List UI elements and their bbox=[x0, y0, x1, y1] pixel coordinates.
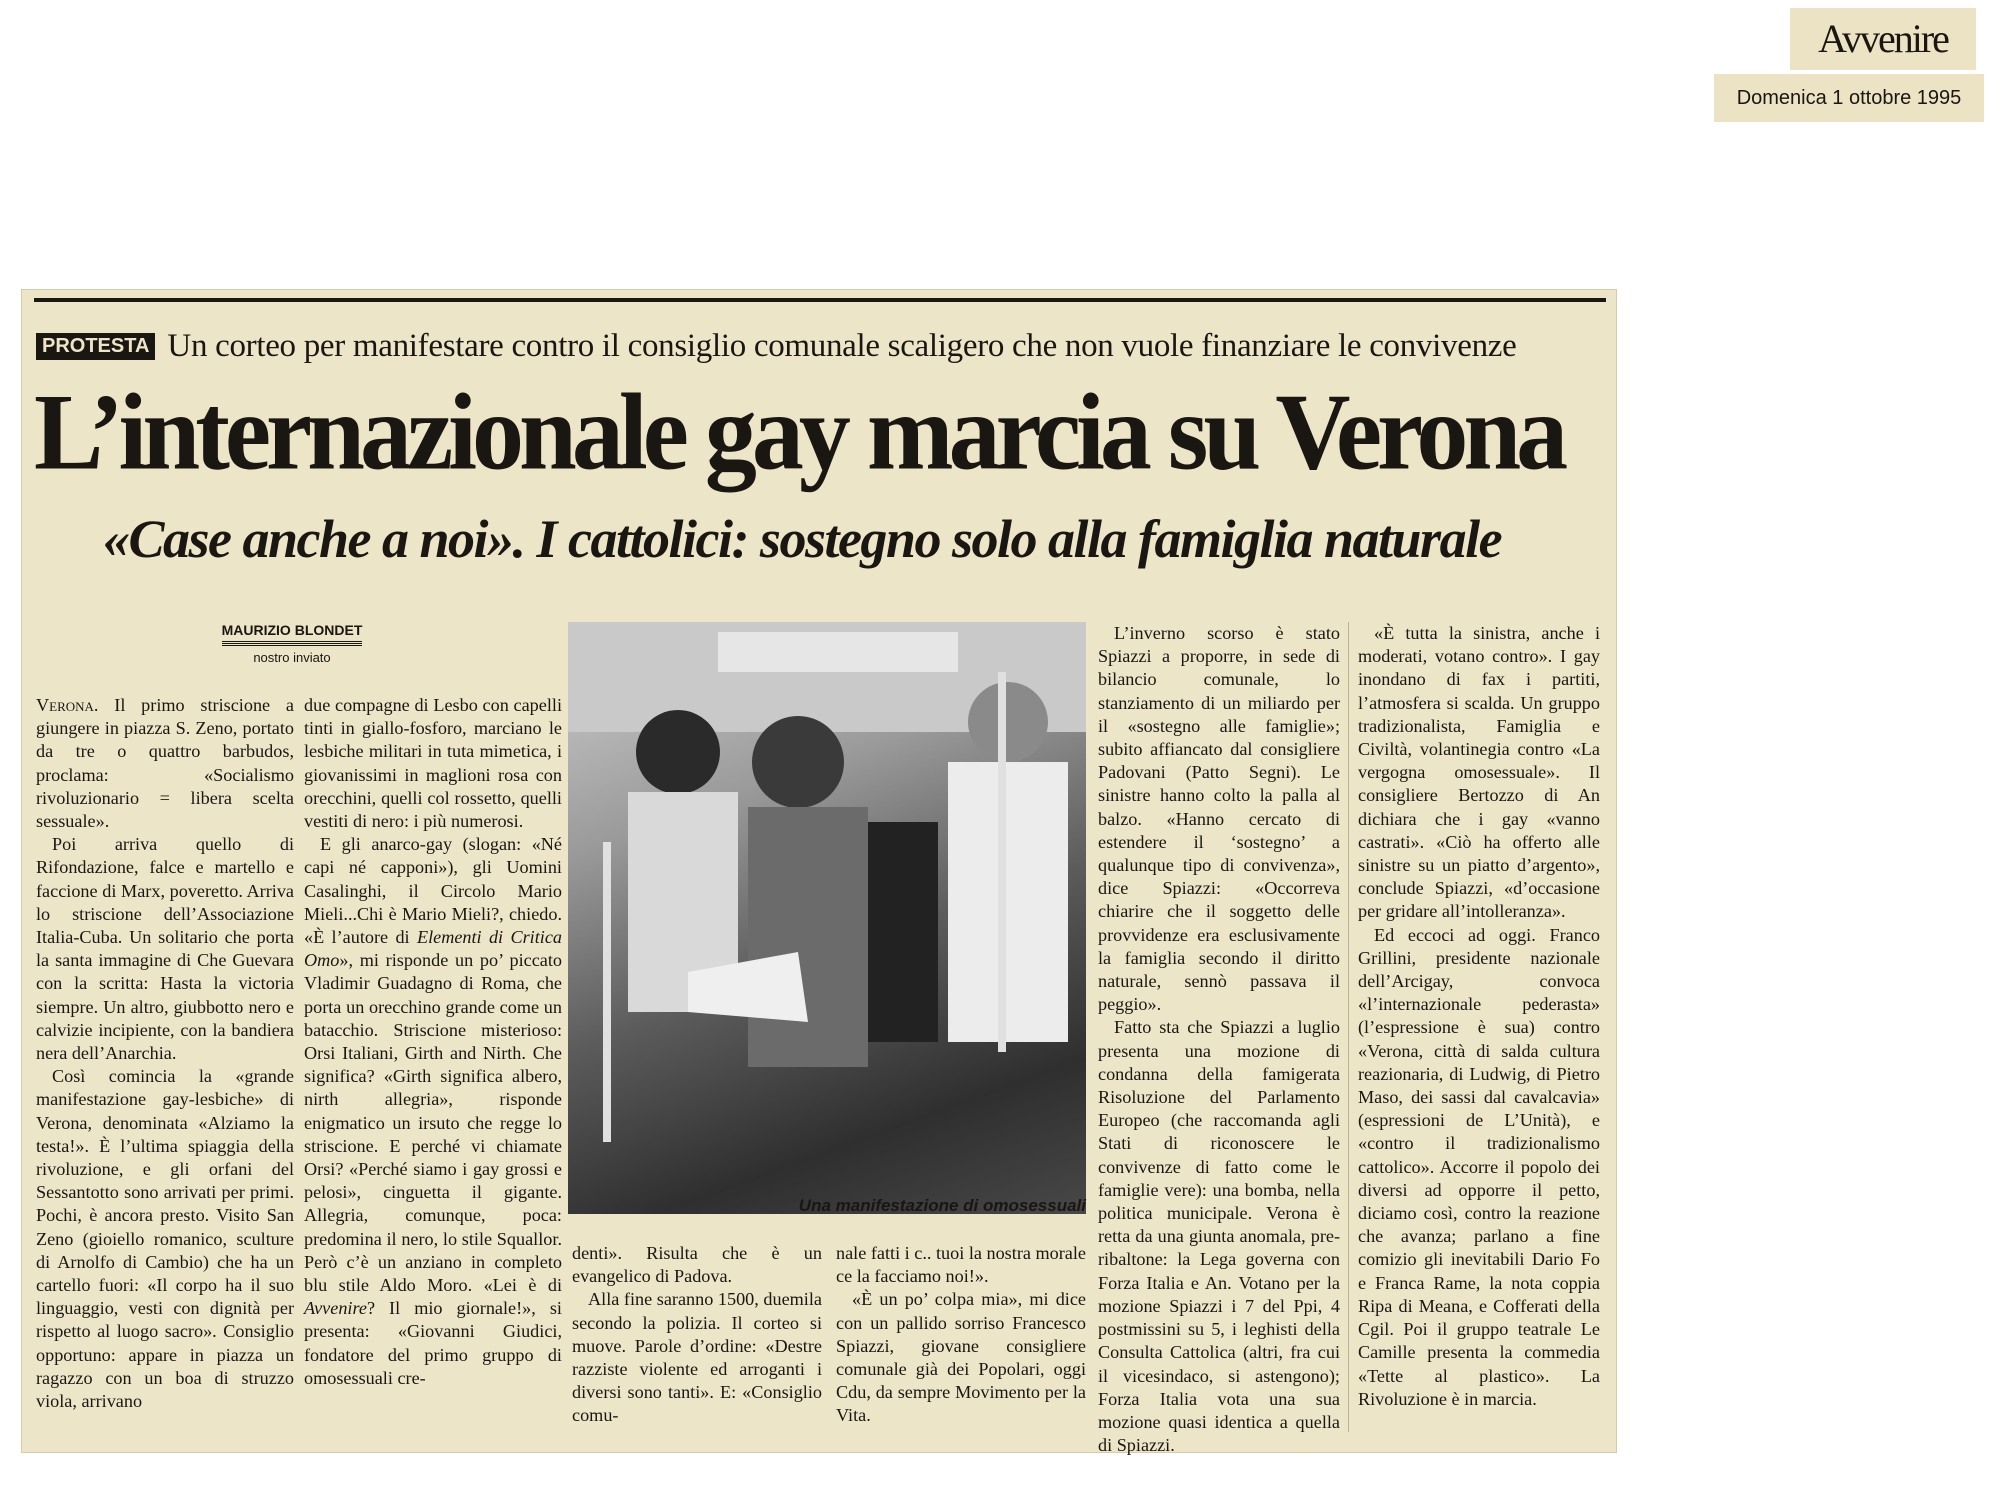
paragraph: L’inverno scorso è stato Spiazzi a proporre, in sede di bilancio comunale, lo stanziamento di un miliardo per il «sostegno alle famiglie»; subito affiancato dal consigliere Padovani (Patto Segni). Le sinistre hanno colto la palla al balzo. «Hanno cercato di estendere il ‘sostegno’ a qualunque tipo di convivenza», dice Spiazzi: «Occorreva chiarire che il soggetto delle provvidenze era esclusivamente la famiglia secondo il diritto naturale, sennò passava il peggio». bbox=[1098, 623, 1340, 1015]
paragraph bbox=[304, 833, 562, 1390]
paragraph: denti». Risulta che è un evangelico di Padova. bbox=[572, 1243, 822, 1287]
paragraph: Poi arriva quello di Rifondazione, falce e martello e faccione di Marx, poveretto. Arriva lo striscione dell’Associazione Italia-Cuba. Un solitario che porta la santa immagine di Che Guevara con la scritta: Hasta la victoria siempre. Un altro, giubbotto nero e calvizie incipiente, con la bandiera nera dell’Anarchia. bbox=[36, 834, 294, 1064]
newspaper-logo: Avvenire bbox=[1790, 8, 1976, 70]
masthead bbox=[1712, 8, 1984, 120]
top-rule bbox=[34, 298, 1606, 302]
paragraph: Alla fine saranno 1500, duemila secondo la polizia. Il corteo si muove. Parole d’ordine: «Destre razziste violente ed arroganti i diversi sono tanti». E: «Consiglio comu- bbox=[572, 1289, 822, 1426]
photo-illustration bbox=[568, 622, 1086, 1214]
article-column-1 bbox=[36, 694, 294, 1413]
paragraph: Così comincia la «grande manifestazione gay-lesbiche» di Verona, denominata «Alziamo la testa!». È l’ultima spiaggia della rivoluzione, e gli orfani del Sessantotto sono arrivati per primi. Pochi, è ancora presto. Visito San Zeno (gioiello romanico, sculture di Arnolfo di Cambio) che ha un cartello fuori: «Il corpo ha il suo linguaggio, vesti con dignità per rispetto al luogo sacro». Consiglio opportuno: appare in piazza un ragazzo con un boa di struzzo viola, arrivano bbox=[36, 1066, 294, 1412]
headline: L’internazionale gay marcia su Verona bbox=[34, 372, 1564, 493]
byline bbox=[22, 622, 562, 665]
paragraph-text: », mi risponde un po’ piccato Vladimir Guadagno di Roma, che porta un orecchino grande come un batacchio. Striscione misterioso: Orsi Italiani, Girth and Nirth. Che significa? «Girth significa albero, nirth allegria», risponde enigmatico un irsuto che regge lo striscione. E perché vi chiamate Orsi? «Perché siamo i gay grossi e pelosi», cinguetta il gigante. Allegria, comunque, poca: predomina il nero, lo stile Squallor. Però c’è un anziano in completo blu stile Aldo Moro. «Lei è di bbox=[304, 950, 562, 1296]
paragraph bbox=[36, 694, 294, 833]
kicker bbox=[36, 328, 1596, 368]
kicker-tag: PROTESTA bbox=[36, 333, 155, 360]
article-photo bbox=[568, 622, 1086, 1214]
paragraph-text: E gli anarco-gay (slogan: «Né capi né capponi»), gli Uomini Casalinghi, il Circolo Mario Mieli...Chi è Mario Mieli?, chiedo. «È l’autore di bbox=[304, 834, 562, 948]
dateline: Verona. bbox=[36, 695, 99, 715]
author-name: MAURIZIO BLONDET bbox=[221, 622, 363, 638]
paragraph-text: Il primo striscione a giungere in piazza S. Zeno, portato da tre o quattro barbudos, proclama: «Socialismo rivoluzionario = libera scelta sessuale». bbox=[36, 695, 294, 832]
subheadline: «Case anche a noi». I cattolici: sostegno solo alla famiglia naturale bbox=[102, 509, 1502, 569]
paragraph: Fatto sta che Spiazzi a luglio presenta una mozione di condanna della famigerata Risoluzione del Parlamento Europeo (che raccomanda agli Stati di riconoscere le convivenze di fatto come le famiglie vere): una bomba, nella politica municipale. Verona è retta da una giunta anomala, pre-ribaltone: la Lega governa con Forza Italia e An. Votano per la mozione Spiazzi i 7 del Ppi, 4 postmissini su 5, i leghisti della Consulta Cattolica (altri, fra cui il vicesindaco, si astengono); Forza Italia vota una sua mozione quasi identica a quella di Spiazzi. bbox=[1098, 1017, 1340, 1456]
byline-rule bbox=[222, 641, 362, 646]
column-divider bbox=[1348, 622, 1349, 1432]
article-column-3 bbox=[572, 1242, 822, 1428]
newspaper-name: Avvenire bbox=[304, 1298, 367, 1319]
paragraph: nale fatti i c.. tuoi la nostra morale ce la facciamo noi!». bbox=[836, 1243, 1086, 1287]
paragraph: Ed eccoci ad oggi. Franco Grillini, presidente nazionale dell’Arcigay, convoca «l’internazionale pederasta» (l’espressione è sua) contro «Verona, città di salda cultura reazionaria, di Ludwig, di Pietro Maso, dei sassi dal cavalcavia» (espressioni de L’Unità), e «contro il tradizionalismo cattolico». Accorre il popolo dei diversi ad opporre il petto, diciamo così, contro la reazione che avanza; parlano a fine comizio gli inevitabili Dario Fo e Franca Rame, la nota coppia Ripa di Meana, e Cofferati della Cgil. Poi il gruppo teatrale Le Camille presenta la commedia «Tette al plastico». La Rivoluzione è in marcia. bbox=[1358, 924, 1600, 1409]
newspaper-clipping bbox=[22, 290, 1616, 1456]
kicker-text: Un corteo per manifestare contro il consiglio comunale scaligero che non vuole finanziare le convivenze bbox=[167, 328, 1517, 364]
paragraph-text: ? Il mio giornale!», si presenta: «Giovanni Giudici, fondatore del primo gruppo di omosessuali cre- bbox=[304, 1298, 562, 1388]
paragraph: «È un po’ colpa mia», mi dice con un pallido sorriso Francesco Spiazzi, giovane consigliere comunale già dei Popolari, oggi Cdu, da sempre Movimento per la Vita. bbox=[836, 1289, 1086, 1426]
article-column-4 bbox=[836, 1242, 1086, 1428]
book-title: Elementi di Critica Omo bbox=[304, 927, 562, 971]
publication-date: Domenica 1 ottobre 1995 bbox=[1714, 74, 1984, 122]
paragraph: «È tutta la sinistra, anche i moderati, votano contro». I gay inondano di fax i partiti, l’atmosfera si scalda. Un gruppo tradizionalista, Famiglia e Civiltà, volantinegia contro «La vergogna omosessuale». Il consigliere Bertozzo di An dichiara che i gay «vanno castrati». «Ciò ha offerto alle sinistre su un piatto d’argento», conclude Spiazzi, «d’occasione per gridare all’intolleranza». bbox=[1358, 623, 1600, 922]
paragraph: due compagne di Lesbo con capelli tinti in giallo-fosforo, marciano le lesbiche militari in tuta mimetica, i giovanissimi in maglioni rosa con orecchini, quelli col rossetto, quelli vestiti di nero: i più numerosi. bbox=[304, 695, 562, 832]
author-role: nostro inviato bbox=[253, 650, 331, 665]
article-column-5 bbox=[1098, 622, 1340, 1457]
photo-caption: Una manifestazione di omosessuali bbox=[798, 1196, 1086, 1215]
article-column-2 bbox=[304, 694, 562, 1390]
article-column-6 bbox=[1358, 622, 1600, 1411]
